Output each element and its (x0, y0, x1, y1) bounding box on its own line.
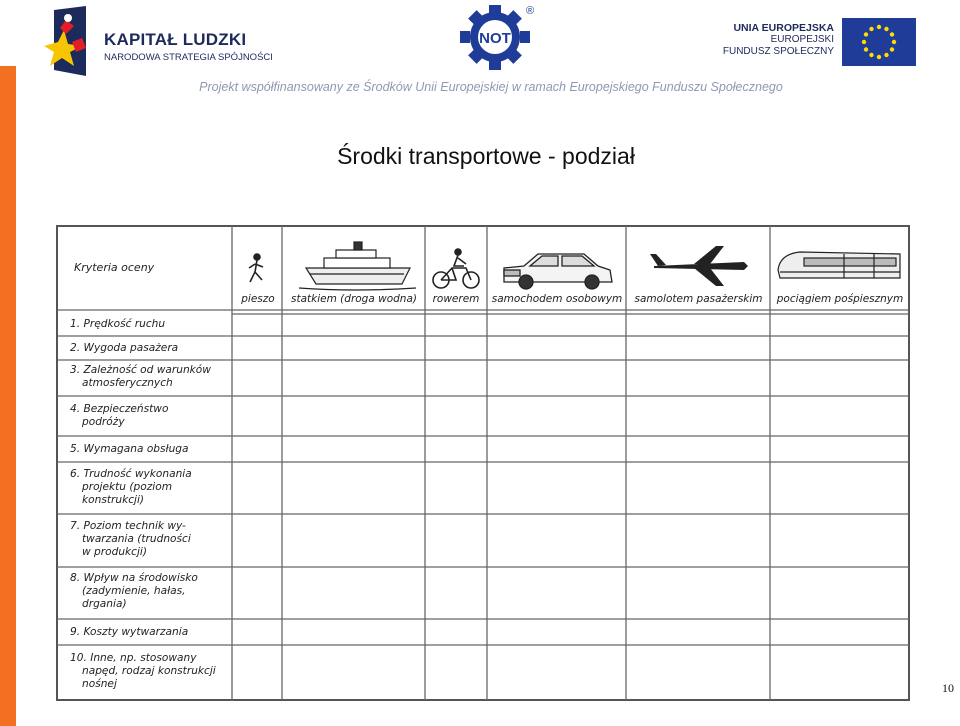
gear-icon (460, 2, 540, 72)
col-label-samochodem: samochodem osobowym (491, 293, 623, 305)
criterion-text: 3. Zależność od warunków (70, 364, 211, 376)
criterion-text: 7. Poziom technik wy- (70, 520, 186, 532)
kapital-ludzki-logo (44, 6, 274, 76)
criterion-text: 5. Wymagana obsługa (70, 443, 189, 455)
project-cofinancing-line: Projekt współfinansowany ze Środków Unii Europejskiej w ramach Europejskiego Funduszu Społecznego (199, 80, 783, 94)
criterion-text: 4. Bezpieczeństwo (70, 403, 169, 415)
eu-star-icon (892, 40, 896, 44)
ship-icon (299, 242, 416, 290)
criterion-row (70, 403, 234, 429)
criteria-header: Kryteria oceny (74, 261, 155, 274)
criterion-text: (zadymienie, hałas, (82, 585, 186, 597)
criterion-text: atmosferycznych (82, 377, 173, 389)
eu-logo-text (706, 22, 834, 58)
kapital-ludzki-title: KAPITAŁ LUDZKI (104, 30, 247, 49)
criterion-text: 1. Prędkość ruchu (70, 318, 166, 330)
walker-icon (249, 254, 263, 282)
eu-star-icon (864, 32, 868, 36)
eu-star-icon (864, 47, 868, 51)
eu-star-icon (884, 53, 888, 57)
criterion-text: 6. Trudność wykonania (70, 468, 192, 480)
eu-star-icon (877, 25, 881, 29)
not-logo-text: NOT (479, 30, 511, 47)
criterion-text: 2. Wygoda pasażera (70, 342, 179, 354)
kapital-ludzki-mark-icon (44, 6, 90, 76)
criterion-text: konstrukcji) (82, 494, 145, 506)
col-label-pieszo: pieszo (241, 293, 275, 305)
not-logo (460, 2, 540, 72)
criterion-text: twarzania (trudności (82, 533, 191, 545)
eu-star-icon (869, 53, 873, 57)
eu-star-icon (869, 27, 873, 31)
criterion-text: w produkcji) (82, 546, 148, 558)
eu-star-icon (884, 27, 888, 31)
criterion-row (70, 342, 234, 355)
eu-line-1: UNIA EUROPEJSKA (733, 22, 834, 34)
criterion-row (70, 652, 246, 691)
eu-star-icon (890, 47, 894, 51)
col-label-pociagiem: pociągiem pośpiesznym (776, 293, 904, 305)
criterion-text: 10. Inne, np. stosowany (70, 652, 197, 664)
slide-title: Środki transportowe - podział (337, 143, 635, 169)
evaluation-table (54, 222, 914, 702)
eu-flag-icon (842, 18, 916, 66)
kapital-ludzki-subtitle: NARODOWA STRATEGIA SPÓJNOŚCI (104, 52, 273, 63)
car-icon (504, 254, 612, 289)
criterion-row (70, 520, 234, 559)
eu-line-2: EUROPEJSKI (770, 34, 834, 45)
page-number: 10 (942, 681, 954, 695)
registered-mark: ® (525, 5, 535, 17)
eu-line-3: FUNDUSZ SPOŁECZNY (722, 46, 834, 57)
criterion-text: 8. Wpływ na środowisko (70, 572, 198, 584)
criterion-text: drgania) (82, 598, 127, 610)
criterion-text: napęd, rodzaj konstrukcji (82, 665, 216, 677)
criterion-text: projektu (poziom (82, 481, 173, 493)
criterion-row (70, 443, 234, 456)
col-label-samolotem: samolotem pasażerskim (634, 293, 763, 305)
eu-star-icon (877, 55, 881, 59)
criterion-text: podróży (82, 416, 125, 428)
train-icon (778, 252, 900, 278)
criterion-row (70, 318, 234, 331)
criterion-text: nośnej (82, 678, 117, 690)
eu-star-icon (890, 32, 894, 36)
col-label-rowerem: rowerem (432, 293, 480, 305)
bicycle-icon (433, 249, 479, 288)
criterion-row (70, 626, 234, 639)
criterion-row (70, 572, 234, 611)
criterion-row (70, 364, 234, 390)
airplane-icon (650, 246, 748, 286)
criterion-row (70, 468, 234, 507)
criterion-text: 9. Koszty wytwarzania (70, 626, 189, 638)
col-label-statkiem: statkiem (droga wodna) (291, 293, 417, 305)
eu-star-icon (862, 40, 866, 44)
